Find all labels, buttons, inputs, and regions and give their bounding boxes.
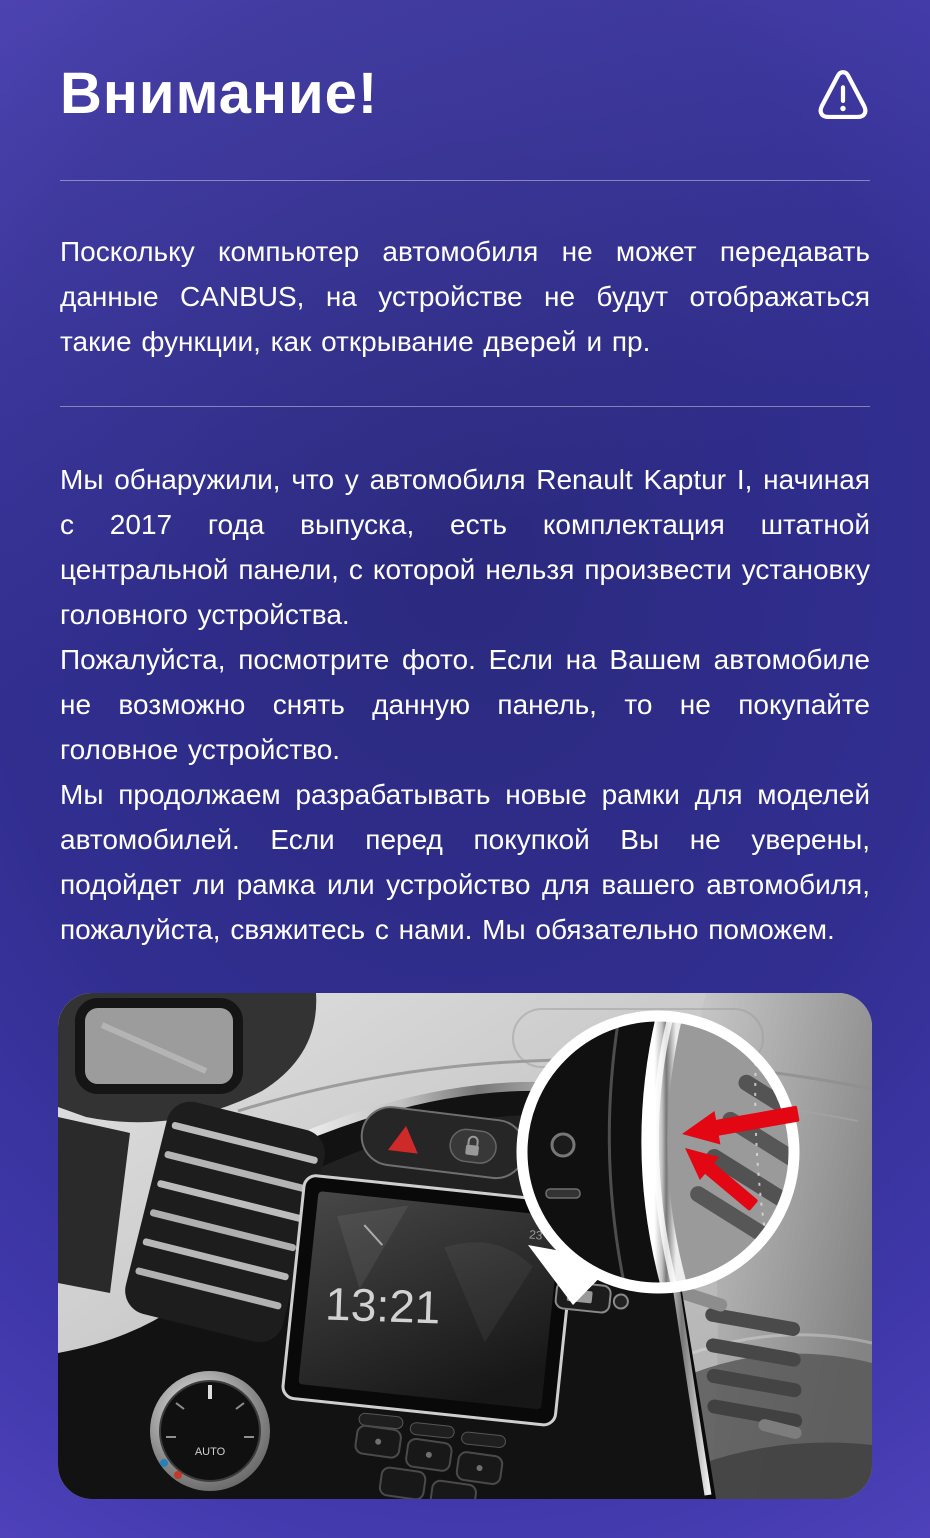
dashboard-photo: [58, 993, 872, 1499]
knob-auto-label: AUTO: [194, 1446, 226, 1458]
paragraph-canbus: Поскольку компьютер автомобиля не может передавать данные CANBUS, на устройстве не будут отображаться такие функции, как открывание дверей и пр.: [60, 236, 870, 357]
warning-triangle-icon: [816, 66, 870, 124]
warning-text-block: [60, 457, 870, 952]
banner-header: [0, 0, 930, 130]
paragraph-frames: Мы продолжаем разрабатывать новые рамки для моделей автомобилей. Если перед покупкой Вы не уверены, подойдет ли рамка или устройство для вашего автомобиля, пожалуйста, свяжитесь с нами. Мы обязательно поможем.: [60, 779, 870, 945]
temperature-readout: 23°: [528, 1227, 548, 1244]
climate-knob: [150, 1371, 270, 1491]
divider-top: [60, 180, 870, 181]
clock-display: 13:21: [324, 1277, 442, 1334]
page-title: Внимание!: [60, 61, 379, 126]
paragraph-photo-check: Пожалуйста, посмотрите фото. Если на Вашем автомобиле не возможно снять данную панель, то не покупайте головное устройство.: [60, 644, 870, 765]
dashboard-illustration: [58, 993, 872, 1499]
divider-middle: [60, 406, 870, 407]
paragraph-kaptur: Мы обнаружили, что у автомобиля Renault Kaptur I, начиная с 2017 года выпуска, есть комплектация штатной центральной панели, с которой нельзя произвести установку головного устройства.: [60, 464, 870, 630]
